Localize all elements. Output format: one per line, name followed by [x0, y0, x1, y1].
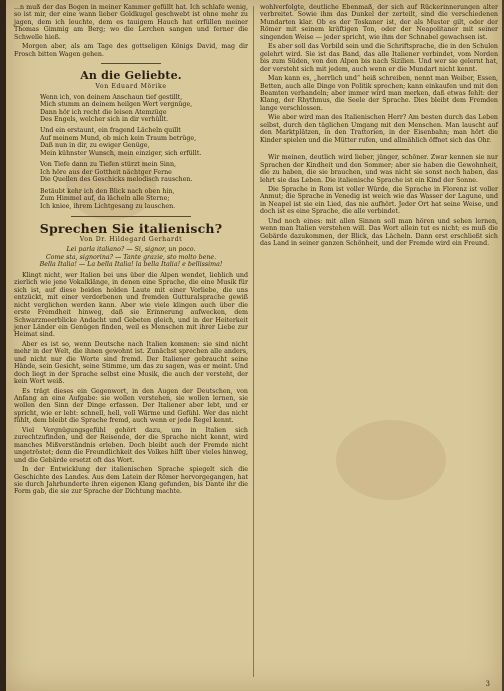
page-number: 3: [485, 680, 490, 688]
poem-line: Ich höre aus der Gottheit nächtger Ferne: [40, 168, 172, 176]
paragraph: ...n muß der das Bogen in meiner Kammer gefüllt hat. Ich schlafe wenig, so ist mir, der eine wann lieber Goldkugel geschwebt ist ohne mehr zu jagen, dem ich leuchte, dem es tauigem Hauch hat erfüllen meiner Thomas Gimmig am Berg; wo die Lerchen sangen und ferner die Schwelle hieß.: [14, 4, 248, 41]
poem-line: Wenn ich, von deinem Anschaun tief gestillt,: [40, 93, 183, 101]
poem-line: Zum Himmel auf, da lächeln alle Sterne;: [40, 195, 170, 203]
paragraph: In der Entwicklung der italienischen Sprache spiegelt sich die Geschichte des Landes. Aus dem Latein der Römer hervorgegangen, hat sie durch Jahrhunderte ihren eigenen Klang gefunden, bis Dante ihr die Form gab, die sie zur Sprache der Dichtung machte.: [14, 466, 248, 496]
newspaper-page: [6, 0, 502, 691]
section-separator: [71, 216, 191, 217]
poem-title: An die Geliebte.: [80, 69, 182, 83]
italian-phrase: Lei parla italiano? — Si, signor, un poco.: [66, 246, 196, 254]
paragraph: wohlverfolgte, deutliche Ebenmaß, der sich auf Rückerinnerungen alter verbreitet. Sowie ihm das Dunkel der zerteilt, sind die verschiedenen Mundarten klar. Ob es der Toskaner ist, der als Muster gilt, oder der Römer mit seinem kräftigen Ton, oder der Neapolitaner mit seiner singenden Weise — jeder spricht, wie ihm der Schnabel gewachsen ist.: [260, 4, 498, 41]
paragraph: Und noch eines: mit allen Sinnen soll man hören und sehen lernen, wenn man Italien verstehen will. Das Wort allein tut es nicht; es muß die Gebärde dazukommen, der Blick, das Lächeln. Dann erst erschließt sich das Land in seiner ganzen Schönheit, und der Fremde wird ein Freund.: [260, 217, 498, 248]
paragraph: Klingt nicht, wer Italien bei uns über die Alpen wendet, lieblich und zierlich wie jene Vokalklänge, in denen eine Sprache, die eine Musik für sich ist, auf diese beiden holden Laute mit einer Vorliebe, die uns entzückt, mit einer verdorbenen und fremden Gutturalsprache gewiß nicht verglichen werden kann. Aber wie viele klingen auch über die erste Fremdheit hinweg, daß sie Erinnerung aufwecken, dem Schwarzmeerblicke Andacht und Gebeten gleich, und in der Heiterkeit jener Länder ein Genügen finden, weil es Menschen mit ihrer Liebe zur Heimat sind.: [14, 271, 248, 339]
paragraph: Die Sprache in Rom ist voller Würde, die Sprache in Florenz ist voller Anmut; die Sprache in Venedig ist weich wie das Wasser der Lagune, und in Neapel ist sie ein Lied, das nie aufhört. Jeder Ort hat seine Weise, und doch ist es eine Sprache, die alle verbindet.: [260, 185, 498, 216]
poem-line: Daß nun in dir, zu ewiger Genüge,: [40, 142, 150, 150]
poem-stanza: [40, 161, 248, 183]
paragraph: Es aber soll das Vorbild sein und die Schriftsprache, die in den Schulen gelehrt wird. Sie ist das Band, das alle Italiener verbindet, vom Norden bis zum Süden, von den Alpen bis nach Sizilien. Und wer sie gelernt hat, der versteht sich mit jedem, auch wenn er die Mundart nicht kennt.: [260, 43, 498, 73]
paragraph: Wir meinen, deutlich wird lieber, jünger, schöner. Zwar kennen sie nur Sprachen der Kindheit und den Sommer; aber sie haben die Gewohnheit, die zu haben, die sie brauchen, und was nicht sie sonst noch haben, das lehrt sie das Leben. Die italienische Sprache ist ein Kind der Sonne.: [260, 154, 498, 184]
poem-line: Mein kühnster Wunsch, mein einziger, sich erfüllt.: [40, 149, 202, 157]
poem-stanza: [40, 94, 248, 124]
column-divider: [253, 6, 254, 677]
paragraph: Wie aber wird man des Italienischen Herr? Am besten durch das Leben selbst, durch den täglichen Umgang mit den Menschen. Man lauscht auf den Marktplätzen, in den Trattorien, in der Eisenbahn; man hört die Kinder spielen und die Mütter rufen, und allmählich öffnet sich das Ohr.: [260, 114, 498, 144]
poem: [14, 94, 248, 210]
essay-author: Von Dr. Hildegard Gerhardt: [79, 235, 183, 243]
paragraph: Aber es ist so, wenn Deutsche nach Italien kommen: sie sind nicht mehr in der Welt, die ihnen gewohnt ist. Zunächst sprechen alle anders, und nicht nur die Worte sind fremd. Der Italiener gebraucht seine Hände, sein Gesicht, seine Stimme, um das zu sagen, was er meint. Und doch liegt in der Sprache selbst eine Musik, die auch der versteht, der kein Wort weiß.: [14, 340, 248, 386]
poem-line: Dann hör ich recht die leisen Atemzüge: [40, 108, 167, 116]
paragraph: Es trägt dieses ein Gegenwort, in den Augen der Deutschen, von Anfang an eine Aufgabe: sie wollen verstehen, sie wollen lernen, sie wollen den Sinn der Dinge erfassen. Der Italiener aber lebt, und er spricht, wie er lebt: schnell, hell, voll Wärme und Gefühl. Wer das nicht fühlt, dem bleibt die Sprache fremd, auch wenn er jede Regel kennt.: [14, 387, 248, 425]
poem-line: Und ein erstaunt, ein fragend Lächeln quillt: [40, 127, 181, 135]
poem-line: Auf meinem Mund, ob mich kein Traum betrüge,: [40, 134, 197, 142]
poem-author: Von Eduard Mörike: [95, 83, 167, 91]
paragraph: Viel Vergnügungsgefühl gehört dazu, um in Italien sich zurechtzufinden, und der Reisende, der die Sprache nicht kennt, wird manches Mißverständnis erleben. Doch bleibt auch der Fremde nicht ungetröstet; denn die Freundlichkeit des Volkes hilft über vieles hinweg, und die Gebärde ersetzt oft das Wort.: [14, 426, 248, 464]
left-column: [14, 4, 248, 691]
essay-title: Sprechen Sie italienisch?: [39, 220, 223, 236]
poem-stanza: [40, 188, 248, 210]
paragraph: Man kann es, „herrlich und“ heiß schreiben, nennt man Weiber, Essen, Betten, auch alle Dinge von Politik sprechen; kann einkaufen und mit den Beamten verhandeln; aber immer wird man merken, daß etwas fehlt: der Klang, der Rhythmus, die Seele der Sprache. Dies bleibt dem Fremden lange verschlossen.: [260, 75, 498, 112]
italian-phrase: Bella Italia! — La bella Italia! la bella Italia! e bellissima!: [39, 261, 223, 269]
poem-line: Von Tiefe dann zu Tiefen stürzt mein Sinn,: [40, 161, 177, 169]
paragraph: Morgen aber, als am Tage des gottseligen Königs David, mag dir Frosch bitten Wagen gehen.: [14, 43, 248, 58]
italian-phrases: [14, 246, 248, 268]
poem-line: Ich kniee, ihrem Lichtgesang zu lauschen.: [40, 202, 176, 210]
italian-phrase: Come sta, signorina? — Tante grazie, sto molto bene.: [45, 253, 217, 261]
poem-line: Des Engels, welcher sich in dir verhüllt.: [40, 115, 169, 123]
section-separator: [101, 63, 161, 64]
poem-stanza: [40, 127, 248, 157]
poem-line: Mich stumm an deinem heilgen Wert vergnüge,: [40, 101, 193, 109]
poem-line: Die Quellen des Geschicks melodisch rauschen.: [40, 176, 193, 184]
poem-line: Betäubt kehr ich den Blick nach oben hin,: [40, 187, 175, 195]
section-separator: [349, 149, 409, 150]
right-column: [260, 4, 498, 691]
